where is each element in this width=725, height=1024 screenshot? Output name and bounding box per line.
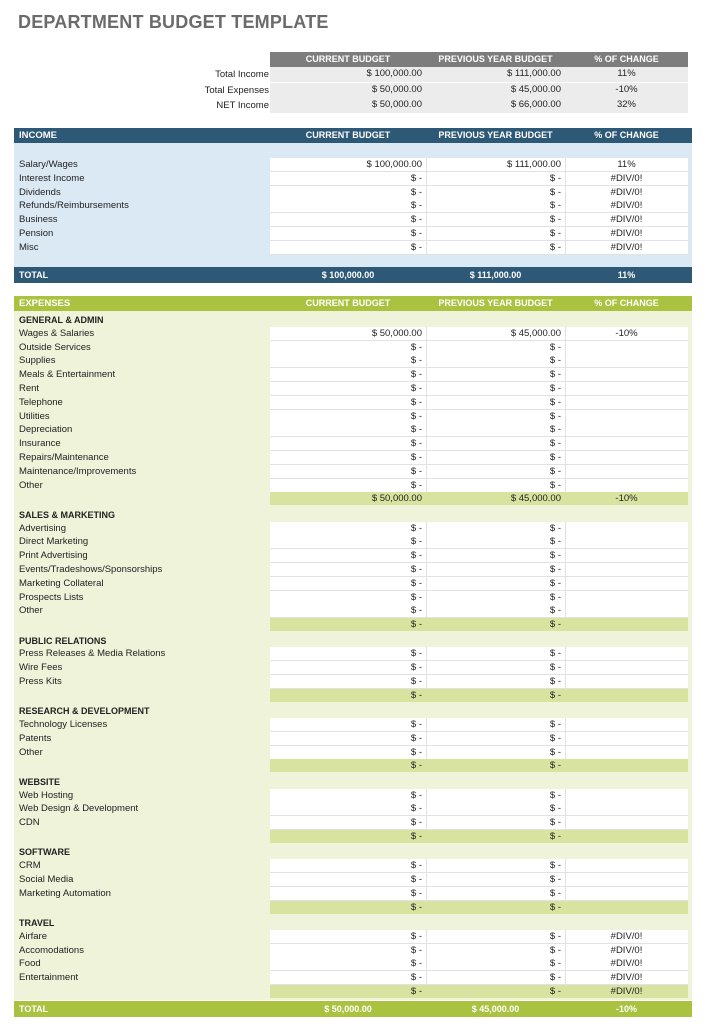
subtotal-current: $ -: [410, 760, 422, 772]
previous-budget-cell[interactable]: $ 111,000.00: [506, 159, 561, 170]
previous-budget-cell[interactable]: $ -: [549, 817, 561, 829]
expense-row: [0, 465, 725, 479]
expense-row-label: Press Releases & Media Relations: [19, 648, 166, 660]
subtotal-current: $ -: [410, 901, 422, 913]
current-budget-cell[interactable]: $ -: [410, 676, 422, 687]
current-budget-cell[interactable]: $ -: [410, 172, 422, 184]
current-budget-cell[interactable]: $ -: [410, 438, 422, 450]
percent-change-cell: #DIV/0!: [610, 944, 643, 956]
previous-budget-cell[interactable]: $ -: [549, 648, 561, 660]
current-budget-cell[interactable]: $ -: [410, 719, 422, 730]
percent-change-cell: [565, 549, 688, 563]
previous-budget-cell[interactable]: $ -: [549, 172, 561, 184]
percent-change-cell: [565, 675, 688, 689]
percent-change-cell: [565, 451, 688, 465]
percent-change-cell: [565, 604, 688, 618]
expense-row-label: Accomodations: [19, 944, 84, 956]
income-row: [0, 213, 725, 227]
expense-group-heading: [0, 704, 725, 718]
previous-budget-cell[interactable]: $ -: [549, 410, 561, 422]
percent-change-cell: [565, 859, 688, 873]
previous-budget-cell[interactable]: $ -: [549, 369, 561, 381]
expense-row: [0, 930, 725, 944]
expense-group-heading: [0, 508, 725, 522]
summary-current: $ 100,000.00: [366, 68, 422, 79]
income-label: INCOME: [19, 130, 57, 141]
expense-row-label: Insurance: [19, 438, 61, 450]
summary-previous: $ 66,000.00: [510, 99, 561, 110]
expense-row: [0, 549, 725, 563]
expense-row-label: Prospects Lists: [19, 591, 84, 603]
expense-row: [0, 732, 725, 746]
expense-group-heading: [0, 313, 725, 327]
percent-change-cell: #DIV/0!: [610, 930, 643, 942]
percent-change-cell: [565, 873, 688, 887]
percent-change-cell: [565, 423, 688, 437]
expense-row: [0, 873, 725, 887]
subtotal-previous: $ -: [549, 760, 561, 772]
subtotal-previous: $ -: [549, 619, 561, 631]
percent-change-cell: [565, 802, 688, 816]
previous-budget-cell[interactable]: $ -: [549, 803, 561, 815]
subtotal-current: $ -: [410, 831, 422, 842]
expense-row: [0, 591, 725, 605]
expense-row-label: Other: [19, 746, 43, 758]
current-budget-cell[interactable]: $ -: [410, 930, 422, 942]
expense-row-label: CRM: [19, 860, 41, 872]
percent-change-cell: [565, 732, 688, 746]
income-row: [0, 227, 725, 241]
expense-row: [0, 604, 725, 618]
current-budget-cell[interactable]: $ -: [410, 241, 422, 253]
expense-group-title: TRAVEL: [19, 918, 55, 928]
previous-budget-cell[interactable]: $ -: [549, 944, 561, 956]
subtotal-change: [565, 901, 688, 915]
previous-budget-cell[interactable]: $ -: [549, 438, 561, 450]
expense-row-label: Marketing Automation: [19, 887, 111, 899]
percent-change-cell: #DIV/0!: [610, 958, 643, 970]
percent-change-cell: #DIV/0!: [610, 241, 643, 253]
current-budget-cell[interactable]: $ -: [410, 958, 422, 970]
percent-change-cell: [565, 647, 688, 661]
expense-row: [0, 675, 725, 689]
expense-row: [0, 341, 725, 355]
current-budget-cell[interactable]: $ -: [410, 200, 422, 212]
income-col-change: % OF CHANGE: [594, 130, 659, 140]
summary-row: [0, 67, 725, 82]
expense-row-label: Wages & Salaries: [19, 327, 95, 339]
income-row: [0, 186, 725, 200]
previous-budget-cell[interactable]: $ -: [549, 676, 561, 687]
percent-change-cell: [565, 789, 688, 803]
previous-budget-cell[interactable]: $ -: [549, 241, 561, 253]
current-budget-cell[interactable]: $ -: [410, 424, 422, 436]
expense-row-label: Other: [19, 605, 43, 617]
percent-change-cell: #DIV/0!: [610, 972, 643, 984]
expense-row-label: Marketing Collateral: [19, 577, 104, 589]
income-row-label: Dividends: [19, 186, 61, 198]
expenses-header-band: [14, 296, 692, 311]
previous-budget-cell[interactable]: $ -: [549, 424, 561, 436]
expense-row-label: CDN: [19, 817, 40, 829]
expense-row: [0, 396, 725, 410]
percent-change-cell: #DIV/0!: [610, 214, 643, 226]
current-budget-cell[interactable]: $ -: [410, 228, 422, 239]
percent-change-cell: [565, 563, 688, 577]
previous-budget-cell[interactable]: $ -: [549, 355, 561, 367]
previous-budget-cell[interactable]: $ -: [549, 522, 561, 534]
previous-budget-cell[interactable]: $ -: [549, 874, 561, 885]
previous-budget-cell[interactable]: $ -: [549, 396, 561, 408]
expense-row: [0, 718, 725, 732]
expense-group-heading: [0, 775, 725, 789]
current-budget-cell[interactable]: $ -: [410, 817, 422, 829]
current-budget-cell[interactable]: $ -: [410, 214, 422, 226]
current-budget-cell[interactable]: $ -: [410, 972, 422, 984]
current-budget-cell[interactable]: $ -: [410, 789, 422, 801]
previous-budget-cell[interactable]: $ -: [549, 577, 561, 589]
expense-group-title: GENERAL & ADMIN: [19, 315, 104, 325]
current-budget-cell[interactable]: $ -: [410, 732, 422, 744]
expense-row: [0, 887, 725, 901]
current-budget-cell[interactable]: $ -: [410, 662, 422, 674]
income-row-label: Interest Income: [19, 172, 85, 184]
previous-budget-cell[interactable]: $ -: [549, 732, 561, 744]
expense-row-label: Meals & Entertainment: [19, 369, 116, 381]
current-budget-cell[interactable]: $ -: [410, 186, 422, 198]
income-col-current: CURRENT BUDGET: [305, 130, 391, 140]
expense-row-label: Depreciation: [19, 424, 73, 436]
current-budget-cell[interactable]: $ -: [410, 591, 422, 603]
expense-row-label: Maintenance/Improvements: [19, 465, 137, 477]
expense-row: [0, 423, 725, 437]
expenses-label: EXPENSES: [19, 298, 71, 309]
summary-previous: $ 45,000.00: [510, 83, 561, 95]
expense-row: [0, 522, 725, 536]
percent-change-cell: [565, 382, 688, 396]
expense-group-heading: [0, 634, 725, 648]
percent-change-cell: #DIV/0!: [610, 186, 643, 198]
expense-subtotal-row: [0, 618, 725, 632]
expense-row: [0, 368, 725, 382]
percent-change-cell: #DIV/0!: [610, 200, 643, 212]
expense-row-label: Airfare: [19, 930, 47, 942]
expense-row: [0, 802, 725, 816]
expense-row-label: Other: [19, 479, 43, 491]
percent-change-cell: #DIV/0!: [610, 172, 643, 184]
previous-budget-cell[interactable]: $ -: [549, 662, 561, 674]
previous-budget-cell[interactable]: $ -: [549, 479, 561, 491]
summary-row: [0, 83, 725, 98]
expense-row-label: Food: [19, 958, 41, 970]
previous-budget-cell[interactable]: $ -: [549, 465, 561, 477]
expenses-total-current: $ 50,000.00: [324, 1004, 372, 1014]
expense-row: [0, 563, 725, 577]
current-budget-cell[interactable]: $ -: [410, 383, 422, 394]
expense-row: [0, 957, 725, 971]
previous-budget-cell[interactable]: $ -: [549, 958, 561, 970]
current-budget-cell[interactable]: $ -: [410, 860, 422, 872]
summary-row-label: Total Expenses: [204, 84, 269, 96]
expense-row: [0, 647, 725, 661]
expenses-total-band: [14, 1001, 692, 1017]
summary-change: -10%: [615, 83, 638, 95]
expense-row-label: Outside Services: [19, 341, 91, 353]
expense-row-label: Advertising: [19, 522, 66, 534]
current-budget-cell[interactable]: $ -: [410, 465, 422, 477]
expense-row-label: Patents: [19, 732, 52, 744]
expense-group-heading: [0, 916, 725, 930]
percent-change-cell: [565, 465, 688, 479]
percent-change-cell: [565, 437, 688, 451]
expense-row-label: Repairs/Maintenance: [19, 452, 109, 463]
income-row-label: Refunds/Reimbursements: [19, 200, 129, 212]
expense-subtotal-row: [0, 759, 725, 773]
income-total-band: [14, 267, 692, 283]
expense-subtotal-row: [0, 901, 725, 915]
expenses-total-label: TOTAL: [19, 1004, 49, 1014]
percent-change-cell: [565, 718, 688, 732]
income-total-previous: $ 111,000.00: [469, 270, 522, 280]
subtotal-current: $ 50,000.00: [371, 493, 422, 505]
subtotal-change: [565, 830, 688, 844]
current-budget-cell[interactable]: $ -: [410, 874, 422, 885]
expense-row: [0, 535, 725, 549]
expense-row: [0, 971, 725, 985]
percent-change-cell: [565, 816, 688, 830]
previous-budget-cell[interactable]: $ -: [549, 341, 561, 353]
summary-change: 11%: [617, 68, 636, 79]
percent-change-cell: [565, 396, 688, 410]
expense-row-label: Technology Licenses: [19, 719, 108, 730]
percent-change-cell: [565, 410, 688, 424]
current-budget-cell[interactable]: $ -: [410, 803, 422, 815]
current-budget-cell[interactable]: $ -: [410, 410, 422, 422]
subtotal-current: $ -: [410, 619, 422, 631]
previous-budget-cell[interactable]: $ -: [549, 550, 561, 562]
previous-budget-cell[interactable]: $ -: [549, 605, 561, 617]
subtotal-current: $ -: [410, 986, 422, 997]
current-budget-cell[interactable]: $ -: [410, 944, 422, 956]
current-budget-cell[interactable]: $ -: [410, 522, 422, 534]
income-row-label: Pension: [19, 228, 54, 239]
previous-budget-cell[interactable]: $ -: [549, 564, 561, 575]
subtotal-current: $ -: [410, 689, 422, 701]
current-budget-cell[interactable]: $ -: [410, 452, 422, 463]
previous-budget-cell[interactable]: $ -: [549, 746, 561, 758]
subtotal-change: #DIV/0!: [610, 986, 643, 997]
previous-budget-cell[interactable]: $ -: [549, 930, 561, 942]
summary-change: 32%: [616, 99, 636, 110]
current-budget-cell[interactable]: $ -: [410, 577, 422, 589]
income-total-change: 11%: [617, 270, 636, 280]
current-budget-cell[interactable]: $ -: [410, 648, 422, 660]
income-row-label: Business: [19, 214, 58, 226]
income-row: [0, 241, 725, 255]
expense-group-title: RESEARCH & DEVELOPMENT: [19, 706, 150, 717]
percent-change-cell: [565, 591, 688, 605]
expense-group-title: SOFTWARE: [19, 847, 70, 858]
summary-row: [0, 98, 725, 113]
expenses-col-current: CURRENT BUDGET: [305, 298, 391, 308]
percent-change-cell: -10%: [615, 327, 638, 339]
previous-budget-cell[interactable]: $ 45,000.00: [510, 327, 561, 339]
expense-row-label: Rent: [19, 383, 40, 394]
expense-group-heading: [0, 845, 725, 859]
percent-change-cell: [565, 661, 688, 675]
summary-col-current: CURRENT BUDGET: [305, 54, 391, 64]
expense-subtotal-row: [0, 830, 725, 844]
expense-row-label: Entertainment: [19, 972, 79, 984]
expenses-col-previous: PREVIOUS YEAR BUDGET: [438, 298, 553, 308]
current-budget-cell[interactable]: $ -: [410, 341, 422, 353]
subtotal-change: [565, 689, 688, 703]
expense-row-label: Direct Marketing: [19, 536, 89, 548]
previous-budget-cell[interactable]: $ -: [549, 719, 561, 730]
page-title: DEPARTMENT BUDGET TEMPLATE: [18, 12, 329, 32]
current-budget-cell[interactable]: $ -: [410, 396, 422, 408]
expense-row: [0, 746, 725, 760]
subtotal-previous: $ -: [549, 689, 561, 701]
income-col-previous: PREVIOUS YEAR BUDGET: [438, 130, 553, 140]
previous-budget-cell[interactable]: $ -: [549, 214, 561, 226]
previous-budget-cell[interactable]: $ -: [549, 383, 561, 394]
percent-change-cell: [565, 354, 688, 368]
expense-row: [0, 944, 725, 958]
subtotal-change: [565, 618, 688, 632]
expenses-col-change: % OF CHANGE: [594, 298, 659, 308]
percent-change-cell: [565, 746, 688, 760]
previous-budget-cell[interactable]: $ -: [549, 200, 561, 212]
previous-budget-cell[interactable]: $ -: [549, 789, 561, 801]
income-row: [0, 158, 725, 172]
percent-change-cell: 11%: [617, 159, 636, 170]
expense-row: [0, 859, 725, 873]
expense-row-label: Wire Fees: [19, 662, 63, 674]
percent-change-cell: [565, 479, 688, 493]
previous-budget-cell[interactable]: $ -: [549, 186, 561, 198]
percent-change-cell: [565, 887, 688, 901]
expense-row: [0, 437, 725, 451]
current-budget-cell[interactable]: $ -: [410, 355, 422, 367]
expense-subtotal-row: [0, 492, 725, 506]
expense-row: [0, 577, 725, 591]
percent-change-cell: [565, 522, 688, 536]
subtotal-previous: $ 45,000.00: [510, 493, 561, 505]
expense-row-label: Web Design & Development: [19, 803, 139, 815]
expense-group-title: PUBLIC RELATIONS: [19, 635, 107, 646]
current-budget-cell[interactable]: $ 50,000.00: [371, 327, 422, 339]
subtotal-change: [565, 759, 688, 773]
expense-row-label: Social Media: [19, 874, 74, 885]
income-row: [0, 172, 725, 186]
expense-row: [0, 410, 725, 424]
summary-row-label: Total Income: [215, 69, 269, 80]
summary-col-previous: PREVIOUS YEAR BUDGET: [438, 54, 553, 64]
expense-row-label: Telephone: [19, 396, 63, 408]
current-budget-cell[interactable]: $ -: [410, 536, 422, 548]
percent-change-cell: [565, 341, 688, 355]
summary-row-label: NET Income: [216, 100, 269, 111]
previous-budget-cell[interactable]: $ -: [549, 228, 561, 239]
previous-budget-cell[interactable]: $ -: [549, 860, 561, 872]
current-budget-cell[interactable]: $ -: [410, 369, 422, 381]
expense-row: [0, 327, 725, 341]
subtotal-previous: $ -: [549, 831, 561, 842]
previous-budget-cell[interactable]: $ -: [549, 972, 561, 984]
income-header-band: [14, 128, 692, 143]
expense-subtotal-row: [0, 689, 725, 703]
previous-budget-cell[interactable]: $ -: [549, 887, 561, 899]
percent-change-cell: #DIV/0!: [610, 228, 643, 239]
expenses-total-previous: $ 45,000.00: [471, 1004, 520, 1014]
income-row-label: Misc: [19, 241, 39, 253]
expense-row-label: Print Advertising: [19, 550, 88, 562]
expense-row: [0, 451, 725, 465]
expenses-total-change: -10%: [615, 1004, 637, 1014]
expense-row: [0, 816, 725, 830]
previous-budget-cell[interactable]: $ -: [549, 591, 561, 603]
current-budget-cell[interactable]: $ -: [410, 746, 422, 758]
percent-change-cell: [565, 535, 688, 549]
expense-row-label: Web Hosting: [19, 789, 74, 801]
current-budget-cell[interactable]: $ 100,000.00: [366, 159, 422, 170]
summary-previous: $ 111,000.00: [506, 68, 561, 79]
current-budget-cell[interactable]: $ -: [410, 605, 422, 617]
percent-change-cell: [565, 577, 688, 591]
summary-current: $ 50,000.00: [371, 83, 422, 95]
current-budget-cell[interactable]: $ -: [410, 564, 422, 575]
current-budget-cell[interactable]: $ -: [410, 479, 422, 491]
expense-row-label: Utilities: [19, 410, 50, 422]
income-total-label: TOTAL: [19, 270, 49, 280]
expense-row-label: Press Kits: [19, 676, 62, 687]
expense-row-label: Supplies: [19, 355, 56, 367]
expense-group-title: SALES & MARKETING: [19, 509, 116, 520]
expense-row: [0, 354, 725, 368]
percent-change-cell: [565, 368, 688, 382]
previous-budget-cell[interactable]: $ -: [549, 452, 561, 463]
income-total-current: $ 100,000.00: [321, 270, 375, 280]
subtotal-previous: $ -: [549, 986, 561, 997]
expense-row-label: Events/Tradeshows/Sponsorships: [19, 564, 163, 575]
income-row-label: Salary/Wages: [19, 159, 78, 170]
expense-row: [0, 479, 725, 493]
expense-row: [0, 661, 725, 675]
current-budget-cell[interactable]: $ -: [410, 550, 422, 562]
expense-subtotal-row: [0, 985, 725, 999]
current-budget-cell[interactable]: $ -: [410, 887, 422, 899]
expense-group-title: WEBSITE: [19, 776, 61, 787]
subtotal-previous: $ -: [549, 901, 561, 913]
expense-row: [0, 789, 725, 803]
expense-row: [0, 382, 725, 396]
previous-budget-cell[interactable]: $ -: [549, 536, 561, 548]
summary-col-change: % OF CHANGE: [594, 54, 659, 64]
summary-current: $ 50,000.00: [371, 99, 422, 110]
subtotal-change: -10%: [615, 493, 638, 505]
income-row: [0, 199, 725, 213]
